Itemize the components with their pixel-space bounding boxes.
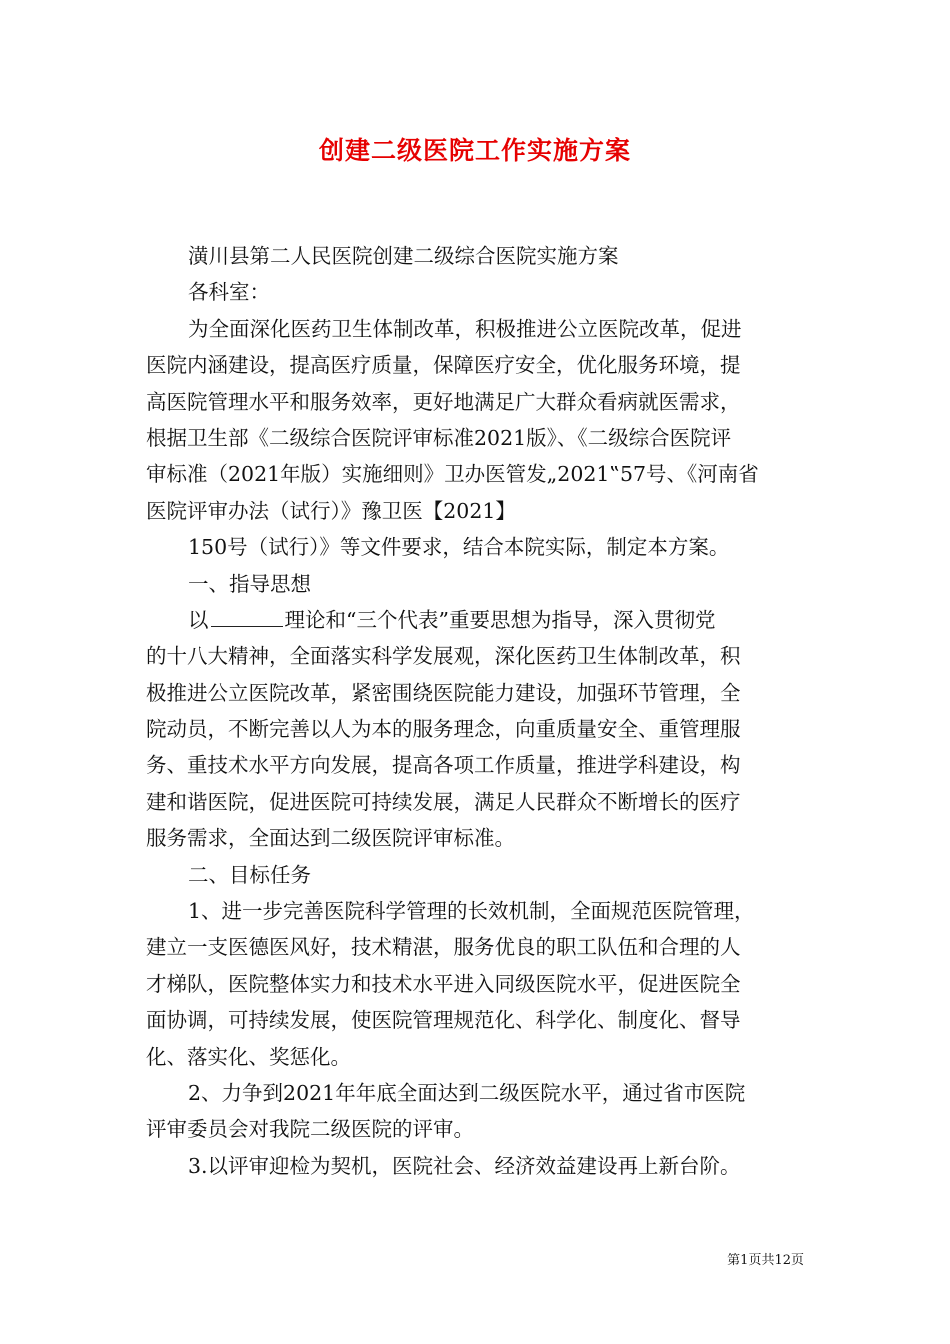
- blank-underline: [211, 604, 283, 627]
- text-line: 一、指导思想: [188, 571, 311, 596]
- text-line: 2、力争到2021年年底全面达到二级医院水平，通过省市医院: [188, 1080, 746, 1105]
- text-line: 为全面深化医药卫生体制改革，积极推进公立医院改革，促进: [188, 316, 742, 341]
- text-line: 面协调，可持续发展，使医院管理规范化、科学化、制度化、督导: [146, 1008, 741, 1033]
- guiding-line-before: 以: [188, 607, 209, 632]
- text-line: 3.以评审迎检为契机，医院社会、经济效益建设再上新台阶。: [188, 1153, 741, 1178]
- text-line: 化、落实化、奖惩化。: [146, 1044, 351, 1069]
- text-line: 根据卫生部《二级综合医院评审标准2021版》、《二级综合医院评: [146, 425, 732, 450]
- text-line: 极推进公立医院改革，紧密围绕医院能力建设，加强环节管理，全: [146, 680, 741, 705]
- text-line: 的十八大精神，全面落实科学发展观，深化医药卫生体制改革，积: [146, 644, 741, 669]
- body-lines-part-2: [146, 638, 816, 1184]
- text-line: 150号（试行）》等文件要求，结合本院实际，制定本方案。: [188, 535, 730, 560]
- text-line: 医院内涵建设，提高医疗质量，保障医疗安全，优化服务环境，提: [146, 353, 741, 378]
- text-line: 建立一支医德医风好，技术精湛，服务优良的职工队伍和合理的人: [146, 935, 741, 960]
- text-line: 评审委员会对我院二级医院的评审。: [146, 1117, 474, 1142]
- text-line: 服务需求，全面达到二级医院评审标准。: [146, 826, 515, 851]
- text-line: 院动员，不断完善以人为本的服务理念，向重质量安全、重管理服: [146, 717, 741, 742]
- text-line: 各科室：: [188, 280, 270, 305]
- text-line: 潢川县第二人民医院创建二级综合医院实施方案: [188, 244, 619, 268]
- body-lines-part-1: [146, 238, 816, 602]
- text-line: 医院评审办法（试行）》豫卫医【2021】: [146, 498, 516, 523]
- text-line: 才梯队，医院整体实力和技术水平进入同级医院水平，促进医院全: [146, 971, 741, 996]
- text-line: 1、进一步完善医院科学管理的长效机制，全面规范医院管理，: [188, 899, 755, 924]
- document-title: 创建二级医院工作实施方案: [318, 136, 631, 165]
- page-footer: 第1页共12页: [727, 1253, 804, 1268]
- text-line: 高医院管理水平和服务效率，更好地满足广大群众看病就医需求，: [146, 389, 741, 414]
- guiding-ideology-line: [146, 602, 816, 638]
- guiding-line-after: 理论和“三个代表”重要思想为指导，深入贯彻党: [284, 607, 716, 632]
- text-line: 二、目标任务: [188, 862, 311, 887]
- text-line: 审标准（2021年版）实施细则》卫办医管发„2021‟57号、《河南省: [146, 462, 759, 487]
- document-body: [146, 238, 816, 1184]
- text-line: 务、重技术水平方向发展，提高各项工作质量，推进学科建设，构: [146, 753, 741, 778]
- text-line: 建和谐医院，促进医院可持续发展，满足人民群众不断增长的医疗: [146, 789, 741, 814]
